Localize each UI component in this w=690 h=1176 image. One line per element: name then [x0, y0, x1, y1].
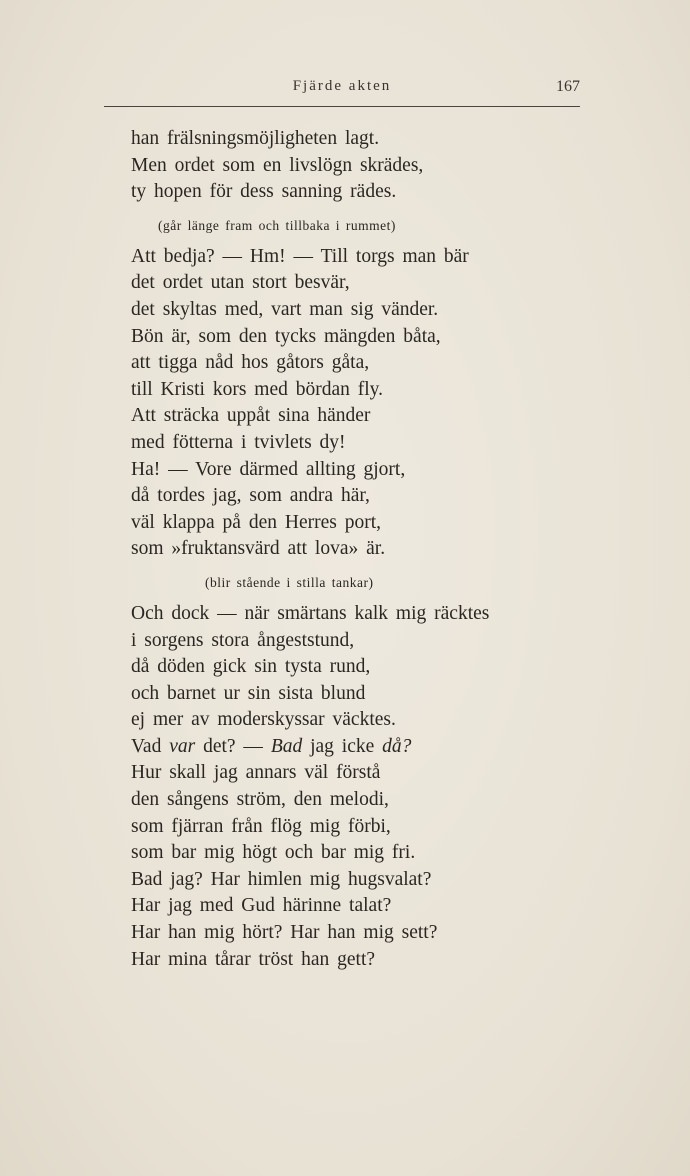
verse-line: som bar mig högt och bar mig fri. — [131, 842, 416, 864]
verse-line: det ordet utan stort besvär, — [131, 272, 350, 294]
verse-line: den sångens ström, den melodi, — [131, 789, 389, 811]
running-header — [104, 78, 580, 102]
verse-line: han frälsningsmöjligheten lagt. — [131, 128, 380, 149]
verse-line: Att sträcka uppåt sina händer — [131, 405, 371, 427]
verse-line: Har mina tårar tröst han gett? — [131, 948, 376, 970]
page-number: 167 — [556, 78, 580, 95]
verse-line: att tigga nåd hos gåtors gåta, — [131, 352, 370, 374]
verse-line: som fjärran från flög mig förbi, — [131, 815, 391, 837]
header-rule — [104, 106, 580, 107]
verse-line: ej mer av moderskyssar väcktes. — [131, 709, 396, 731]
verse-line: till Kristi kors med bördan fly. — [131, 378, 384, 400]
verse-line: Bad jag? Har himlen mig hugsvalat? — [131, 868, 432, 890]
verse-line: Hur skall jag annars väl förstå — [131, 762, 381, 784]
verse-line: Att bedja? — Hm! — Till torgs man bär — [131, 245, 469, 267]
stage-direction: (går länge fram och tillbaka i rummet) — [158, 217, 396, 233]
verse-line: med fötterna i tvivlets dy! — [131, 431, 346, 453]
vad-e: jag icke — [302, 735, 383, 757]
vad-a: Vad — [131, 735, 170, 757]
stage-direction: (blir stående i stilla tankar) — [205, 574, 374, 590]
vad-f: då? — [382, 735, 412, 757]
vad-c: det? — — [195, 735, 271, 757]
verse-line: Bön är, som den tycks mängden båta, — [131, 325, 441, 347]
verse-line: ty hopen för dess sanning rädes. — [131, 181, 397, 203]
verse-line: då döden gick sin tysta rund, — [131, 656, 371, 678]
verse-line: Har jag med Gud härinne talat? — [131, 895, 392, 917]
verse-line: det skyltas med, vart man sig vänder. — [131, 298, 439, 320]
vad-d: Bad — [270, 735, 303, 757]
verse-line: Men ordet som en livslögn skrädes, — [131, 154, 424, 176]
header-title: Fjärde akten — [292, 78, 392, 94]
verse-line-vad — [131, 734, 551, 761]
verse-body — [131, 126, 551, 973]
verse-line: väl klappa på den Herres port, — [131, 511, 381, 533]
verse-line: då tordes jag, som andra här, — [131, 485, 370, 507]
verse-line: Ha! — Vore därmed allting gjort, — [131, 458, 406, 480]
verse-line: Och dock — när smärtans kalk mig räcktes — [131, 602, 490, 624]
verse-line: som »fruktansvärd att lova» är. — [131, 538, 386, 560]
verse-line: i sorgens stora ångeststund, — [131, 629, 355, 651]
verse-line: och barnet ur sin sista blund — [131, 682, 366, 704]
verse-line: Har han mig hört? Har han mig sett? — [131, 922, 438, 944]
vad-b: var — [169, 735, 196, 757]
